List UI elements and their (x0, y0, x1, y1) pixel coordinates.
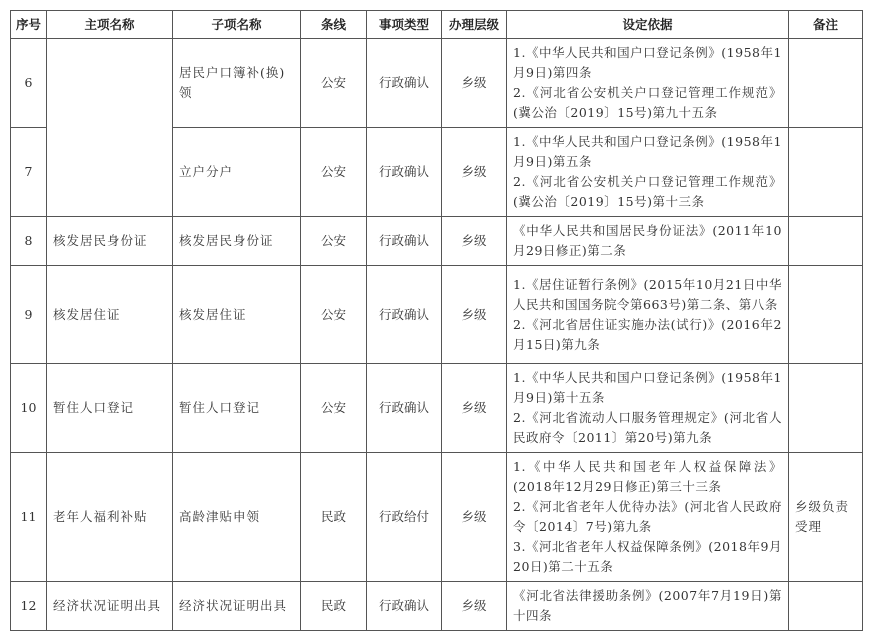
header-type: 事项类型 (367, 11, 442, 39)
legal-basis (507, 39, 789, 128)
basis-entry: 3.《河北省老年人权益保障条例》(2018年9月20日)第二十五条 (513, 539, 782, 574)
table-row (11, 582, 863, 631)
header-main: 主项名称 (47, 11, 173, 39)
header-line: 条线 (301, 11, 367, 39)
row-number: 6 (11, 39, 47, 128)
sub-item: 居民户口簿补(换)领 (173, 39, 301, 128)
basis-entry: 1.《中华人民共和国户口登记条例》(1958年1月9日)第四条 (513, 45, 782, 80)
basis-entry: 1.《中华人民共和国户口登记条例》(1958年1月9日)第五条 (513, 134, 782, 169)
basis-entry: 2.《河北省流动人口服务管理规定》(河北省人民政府令〔2011〕第20号)第九条 (513, 410, 782, 445)
sub-item: 核发居民身份证 (173, 217, 301, 266)
note (789, 128, 863, 217)
row-number: 9 (11, 266, 47, 364)
item-type: 行政确认 (367, 266, 442, 364)
item-type: 行政确认 (367, 217, 442, 266)
legal-basis (507, 364, 789, 453)
table-row (11, 364, 863, 453)
sub-item: 经济状况证明出具 (173, 582, 301, 631)
legal-basis (507, 217, 789, 266)
header-sub: 子项名称 (173, 11, 301, 39)
header-row (11, 11, 863, 39)
row-number: 8 (11, 217, 47, 266)
header-note: 备注 (789, 11, 863, 39)
basis-entry: 2.《河北省公安机关户口登记管理工作规范》(冀公治〔2019〕15号)第十三条 (513, 174, 782, 209)
note (789, 364, 863, 453)
main-item: 核发居民身份证 (47, 217, 173, 266)
table-row (11, 266, 863, 364)
row-number: 11 (11, 453, 47, 582)
item-type: 行政确认 (367, 582, 442, 631)
note: 乡级负责受理 (789, 453, 863, 582)
item-type: 行政给付 (367, 453, 442, 582)
line: 公安 (301, 266, 367, 364)
header-basis: 设定依据 (507, 11, 789, 39)
handling-level: 乡级 (442, 582, 507, 631)
sub-item: 暂住人口登记 (173, 364, 301, 453)
note (789, 582, 863, 631)
row-number: 10 (11, 364, 47, 453)
line: 民政 (301, 582, 367, 631)
handling-level: 乡级 (442, 217, 507, 266)
basis-entry: 1.《居住证暂行条例》(2015年10月21日中华人民共和国国务院令第663号)第二条、第八条 (513, 276, 782, 312)
handling-level: 乡级 (442, 364, 507, 453)
table-row (11, 217, 863, 266)
line: 公安 (301, 364, 367, 453)
basis-entry: 1.《中华人民共和国户口登记条例》(1958年1月9日)第十五条 (513, 370, 782, 405)
handling-level: 乡级 (442, 266, 507, 364)
note (789, 266, 863, 364)
line: 公安 (301, 217, 367, 266)
row-number: 12 (11, 582, 47, 631)
main-item: 老年人福利补贴 (47, 453, 173, 582)
header-no: 序号 (11, 11, 47, 39)
basis-entry: 2.《河北省居住证实施办法(试行)》(2016年2月15日)第九条 (513, 316, 782, 352)
header-level: 办理层级 (442, 11, 507, 39)
table-row (11, 453, 863, 582)
basis-entry: 《河北省法律援助条例》(2007年7月19日)第十四条 (513, 588, 782, 623)
item-type: 行政确认 (367, 364, 442, 453)
basis-entry: 2.《河北省老年人优待办法》(河北省人民政府令〔2014〕7号)第九条 (513, 499, 782, 534)
note (789, 39, 863, 128)
handling-level: 乡级 (442, 128, 507, 217)
legal-basis (507, 582, 789, 631)
main-item: 暂住人口登记 (47, 364, 173, 453)
item-type: 行政确认 (367, 128, 442, 217)
items-table (10, 10, 863, 631)
note (789, 217, 863, 266)
sub-item: 高龄津贴申领 (173, 453, 301, 582)
sub-item: 立户分户 (173, 128, 301, 217)
handling-level: 乡级 (442, 453, 507, 582)
line: 公安 (301, 39, 367, 128)
legal-basis (507, 453, 789, 582)
basis-entry: 2.《河北省公安机关户口登记管理工作规范》(冀公治〔2019〕15号)第九十五条 (513, 85, 782, 120)
legal-basis (507, 266, 789, 364)
main-item (47, 39, 173, 217)
line: 公安 (301, 128, 367, 217)
row-number: 7 (11, 128, 47, 217)
table-row (11, 39, 863, 128)
main-item: 核发居住证 (47, 266, 173, 364)
legal-basis (507, 128, 789, 217)
basis-entry: 《中华人民共和国居民身份证法》(2011年10月29日修正)第二条 (513, 223, 782, 258)
basis-entry: 1.《中华人民共和国老年人权益保障法》(2018年12月29日修正)第三十三条 (513, 459, 782, 494)
handling-level: 乡级 (442, 39, 507, 128)
sub-item: 核发居住证 (173, 266, 301, 364)
line: 民政 (301, 453, 367, 582)
main-item: 经济状况证明出具 (47, 582, 173, 631)
item-type: 行政确认 (367, 39, 442, 128)
